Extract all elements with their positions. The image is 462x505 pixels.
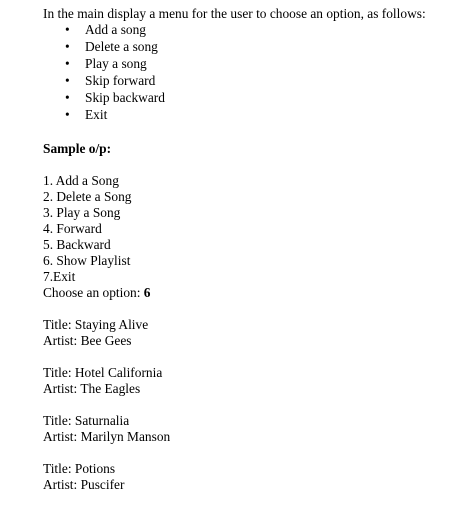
menu-list: [43, 22, 462, 124]
song-artist: Artist: The Eagles: [43, 381, 141, 396]
menu-item-label: Add a song: [85, 22, 146, 37]
song-entry: [43, 365, 462, 397]
bullet-icon: •: [65, 90, 70, 105]
sample-heading: Sample o/p:: [43, 141, 112, 156]
song-artist: Artist: Bee Gees: [43, 333, 132, 348]
song-title: Title: Hotel California: [43, 365, 163, 380]
option-line: 5. Backward: [43, 237, 111, 252]
menu-list-item: [43, 39, 462, 56]
song-entry: [43, 461, 462, 493]
song-artist: Artist: Puscifer: [43, 477, 125, 492]
menu-list-item: [43, 22, 462, 39]
menu-item-label: Skip backward: [85, 90, 165, 105]
song-title: Title: Staying Alive: [43, 317, 149, 332]
menu-list-item: [43, 90, 462, 107]
menu-item-label: Play a song: [85, 56, 147, 71]
option-line: 2. Delete a Song: [43, 189, 132, 204]
menu-item-label: Exit: [85, 107, 108, 122]
menu-list-item: [43, 73, 462, 90]
song-entry: [43, 413, 462, 445]
menu-list-item: [43, 107, 462, 124]
bullet-icon: •: [65, 56, 70, 71]
bullet-icon: •: [65, 73, 70, 88]
option-line: 1. Add a Song: [43, 173, 119, 188]
bullet-icon: •: [65, 107, 70, 122]
prompt-value: 6: [143, 285, 151, 300]
menu-item-label: Delete a song: [85, 39, 158, 54]
option-line: 6. Show Playlist: [43, 253, 131, 268]
song-entry: [43, 317, 462, 349]
song-artist: Artist: Marilyn Manson: [43, 429, 171, 444]
menu-list-item: [43, 56, 462, 73]
playlist: [43, 317, 462, 493]
bullet-icon: •: [65, 39, 70, 54]
song-title: Title: Saturnalia: [43, 413, 130, 428]
sample-output: [43, 173, 462, 493]
option-line: 4. Forward: [43, 221, 102, 236]
song-title: Title: Potions: [43, 461, 116, 476]
option-line: 7.Exit: [43, 269, 76, 284]
menu-item-label: Skip forward: [85, 73, 156, 88]
prompt-label: Choose an option:: [43, 285, 144, 300]
bullet-icon: •: [65, 22, 70, 37]
choose-option-line: [43, 285, 462, 301]
intro-text: In the main display a menu for the user to choose an option, as follows:: [43, 6, 426, 21]
option-line: 3. Play a Song: [43, 205, 121, 220]
